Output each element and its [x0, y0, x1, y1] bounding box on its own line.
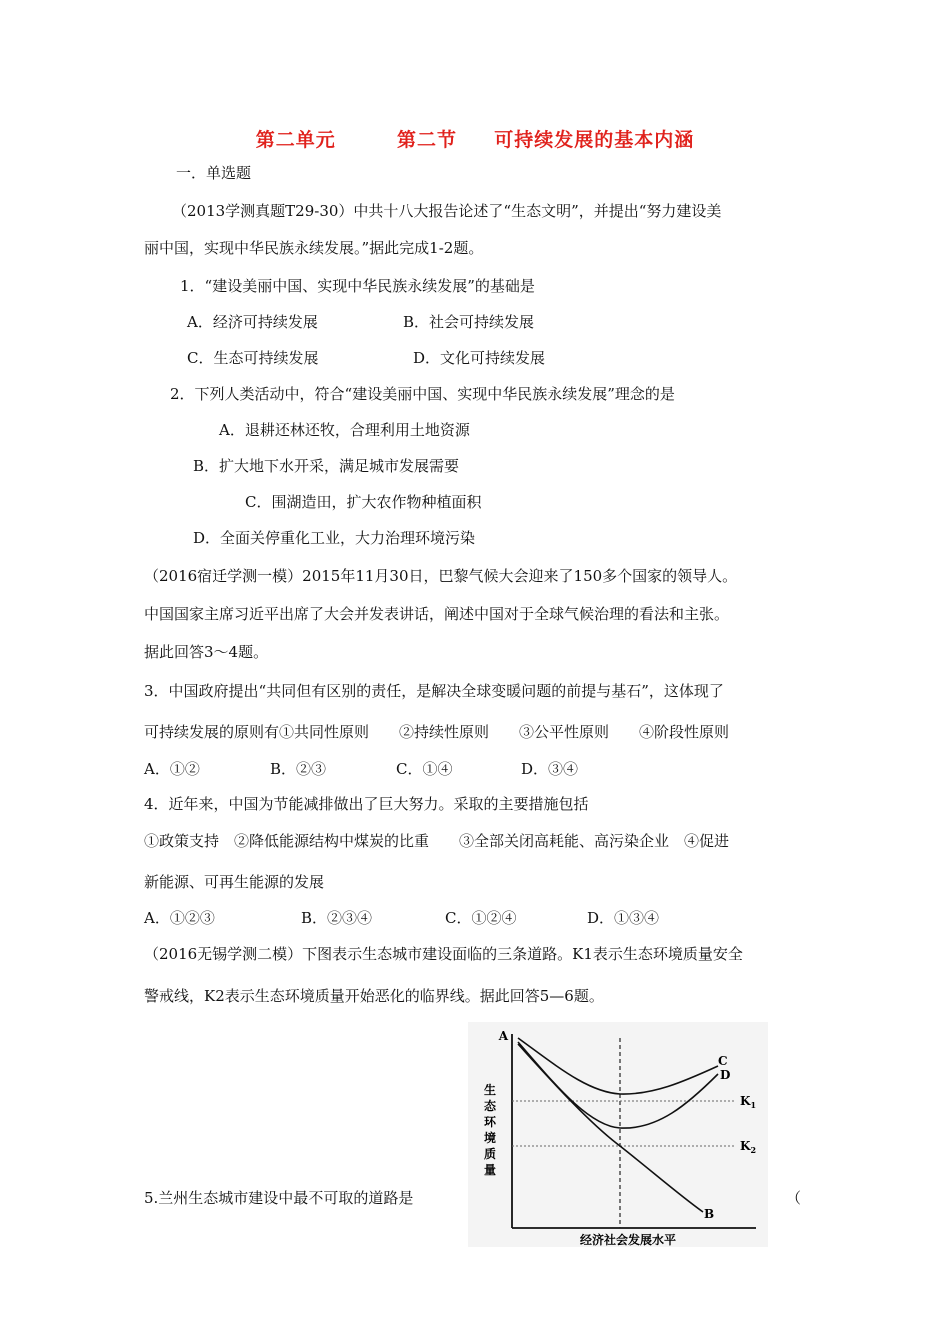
q1-stem: 1．“建设美丽中国、实现中华民族永续发展”的基础是: [180, 277, 535, 295]
k2-label: $K_2$: [740, 1139, 757, 1155]
q4-stem-line3: 新能源、可再生能源的发展: [144, 873, 325, 891]
q4-option-d: D．①③④: [587, 909, 660, 927]
q2-stem: 2．下列人类活动中，符合“建设美丽中国、实现中华民族永续发展”理念的是: [170, 385, 675, 403]
section-heading: 一．单选题: [176, 164, 252, 182]
intro1-line1: （2013学测真题T29-30）中共十八大报告论述了“生态文明”，并提出“努力建设美: [172, 202, 722, 220]
intro2-line3: 据此回答3～4题。: [144, 643, 269, 661]
intro1-line2: 丽中国，实现中华民族永续发展。”据此完成1-2题。: [144, 239, 484, 257]
ylabel-char-6: 量: [483, 1163, 497, 1177]
q4-option-c: C．①②④: [445, 909, 517, 927]
title-section: 第二节: [396, 129, 457, 151]
curve-label-b: B: [704, 1207, 715, 1221]
q2-option-d: D．全面关停重化工业，大力治理环境污染: [193, 529, 476, 547]
curve-label-c: C: [718, 1054, 728, 1068]
q3-stem-line1: 3．中国政府提出“共同但有区别的责任，是解决全球变暖问题的前提与基石”，这体现了: [144, 682, 724, 700]
q2-option-c: C．围湖造田，扩大农作物种植面积: [245, 493, 482, 511]
intro2-line1: （2016宿迁学测一模）2015年11月30日，巴黎气候大会迎来了150多个国家的领导人。: [144, 567, 738, 585]
ylabel-char-4: 境: [483, 1131, 497, 1145]
q2-option-a: A．退耕还林还牧，合理利用土地资源: [219, 421, 470, 439]
ylabel-char-2: 态: [483, 1099, 497, 1113]
q1-option-c: C．生态可持续发展: [187, 349, 319, 367]
xlabel: 经济社会发展水平: [579, 1233, 677, 1247]
q5-answer-paren: （: [786, 1189, 802, 1207]
ylabel-char-5: 质: [483, 1147, 497, 1161]
page-title: [0, 125, 950, 152]
intro3-line2: 警戒线，K2表示生态环境质量开始恶化的临界线。据此回答5—6题。: [144, 987, 604, 1005]
ylabel-char-1: 生: [483, 1083, 497, 1097]
q3-option-a: A．①②: [144, 760, 200, 778]
q3-option-b: B．②③: [270, 760, 327, 778]
q4-stem-line2: ①政策支持 ②降低能源结构中煤炭的比重 ③全部关闭高耗能、高污染企业 ④促进: [144, 832, 730, 850]
k1-label: $K_1$: [740, 1094, 757, 1110]
q3-option-d: D．③④: [521, 760, 579, 778]
q1-option-d: D．文化可持续发展: [413, 349, 546, 367]
intro3-line1: （2016无锡学测二模）下图表示生态城市建设面临的三条道路。K1表示生态环境质量安全: [144, 945, 743, 963]
curve-label-a: A: [498, 1029, 508, 1043]
q4-option-a: A．①②③: [144, 909, 215, 927]
q1-option-a: A．经济可持续发展: [187, 313, 318, 331]
ylabel-char-3: 环: [483, 1115, 497, 1129]
q1-option-b: B．社会可持续发展: [403, 313, 535, 331]
q4-stem-line1: 4．近年来，中国为节能减排做出了巨大努力。采取的主要措施包括: [144, 795, 589, 813]
intro2-line2: 中国国家主席习近平出席了大会并发表讲话，阐述中国对于全球气候治理的看法和主张。: [144, 605, 730, 623]
title-topic: 可持续发展的基本内涵: [494, 129, 695, 151]
q5-stem: 5.兰州生态城市建设中最不可取的道路是: [144, 1189, 414, 1207]
title-unit: 第二单元: [255, 129, 336, 151]
curve-label-d: D: [720, 1068, 731, 1082]
ecological-city-diagram: [468, 1022, 768, 1247]
q4-option-b: B．②③④: [301, 909, 373, 927]
q2-option-b: B．扩大地下水开采，满足城市发展需要: [193, 457, 460, 475]
q3-option-c: C．①④: [396, 760, 453, 778]
q3-stem-line2: 可持续发展的原则有①共同性原则 ②持续性原则 ③公平性原则 ④阶段性原则: [144, 723, 730, 741]
